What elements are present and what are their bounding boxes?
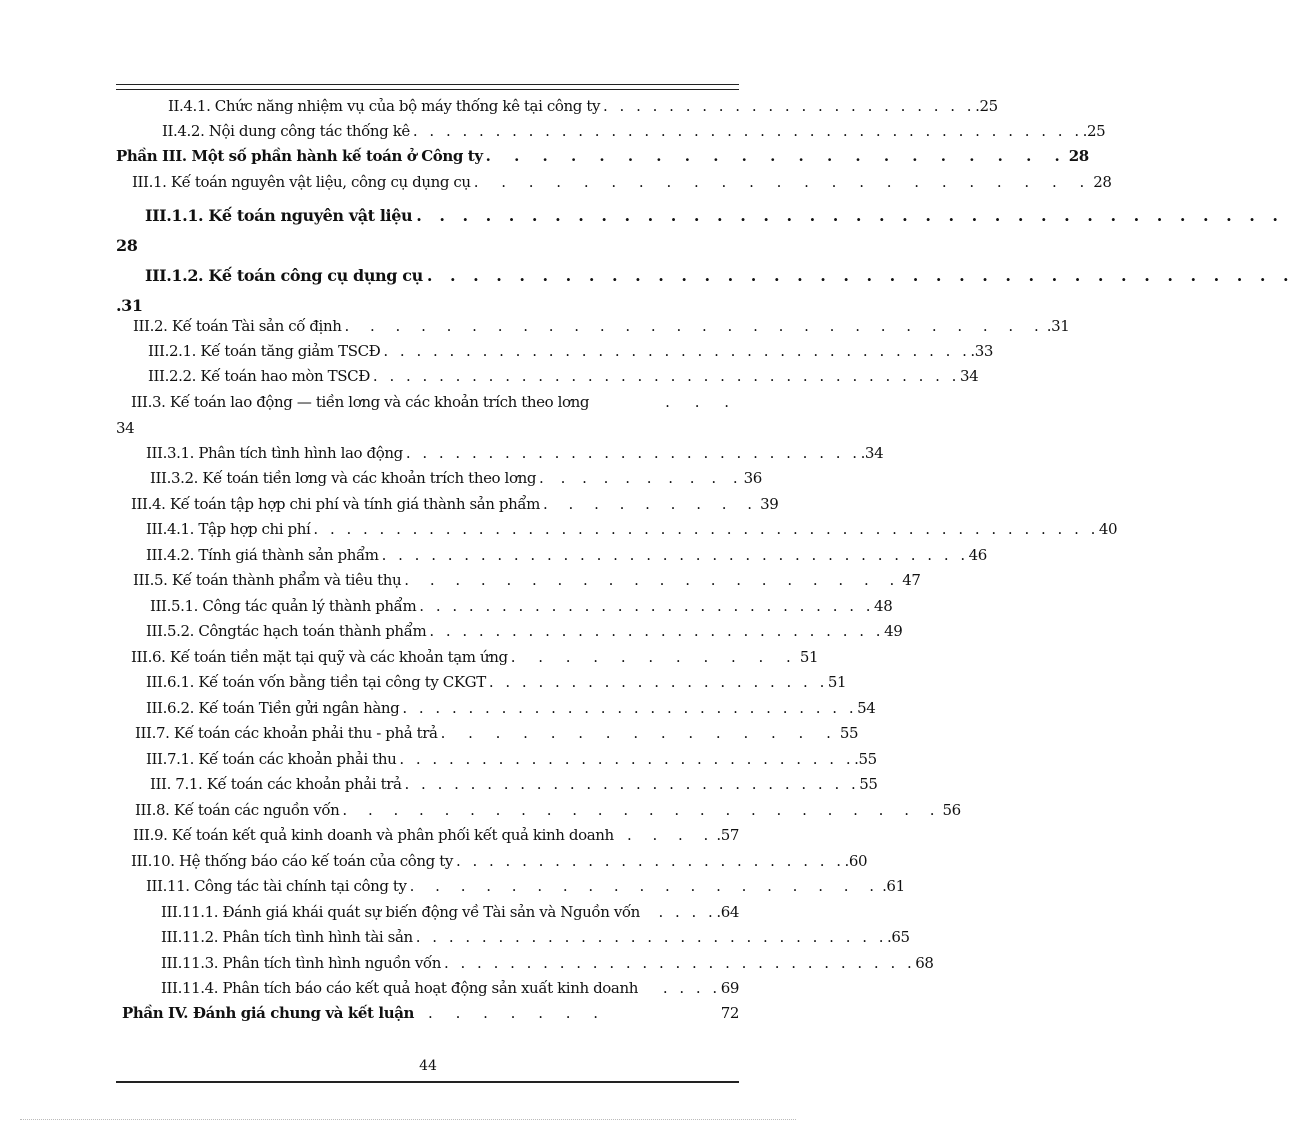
- toc-entry-page: 49: [884, 622, 903, 640]
- toc-leader: . . . . . . . . . . . . . . . . . . . . . . . . . . . .: [399, 750, 855, 768]
- toc-entry-part-4: [122, 1003, 739, 1023]
- toc-entry-3-7-1: [146, 749, 877, 769]
- toc-entry-page: .34: [860, 444, 884, 462]
- toc-entry-page: 55: [859, 775, 878, 793]
- toc-leader: . . . . . . . . . . . . . . . . . . . . .: [488, 673, 828, 691]
- toc-leader: . . .: [665, 393, 739, 411]
- toc-entry-page: 48: [874, 597, 893, 615]
- toc-entry-title: III.7.1. Kế toán các khoản phải thu: [146, 750, 397, 768]
- toc-entry-title: III.11.4. Phân tích báo cáo kết quả hoạt động sản xuất kinh doanh: [161, 979, 638, 997]
- toc-leader: . . . . . . . . . . . . . . . . . . . . . . . . . . . .: [402, 699, 858, 717]
- toc-entry-3-4-2: [146, 545, 987, 565]
- toc-entry-page: .31: [1046, 317, 1070, 335]
- toc-entry-title: III.5.2. Côngtác hạch toán thành phẩm: [146, 622, 427, 640]
- toc-leader: . . . . . . . . . . . . . . . . . . . . . . . . . . . .: [404, 775, 860, 793]
- page-edge-dotted-line: [20, 1119, 796, 1120]
- toc-entry-2-4-2: [162, 121, 1106, 141]
- toc-entry-title: III.10. Hệ thống báo cáo kế toán của công ty: [131, 852, 453, 870]
- toc-leader: . . . .: [662, 979, 721, 997]
- toc-entry-3-5-1: [150, 596, 893, 616]
- toc-entry-title: III.1.2. Kế toán công cụ dụng cụ: [145, 266, 423, 285]
- toc-entry-3-7-1b: [150, 774, 878, 794]
- toc-entry-page: .33: [970, 342, 994, 360]
- toc-leader: . . . . . . . . . . . . . . . . . . . . . . . . . . . . . . . . . . . .: [372, 367, 960, 385]
- toc-entry-3-2-2: [148, 366, 979, 386]
- toc-entry-title: Phần III. Một số phần hành kế toán ở Công ty: [116, 147, 483, 165]
- header-rule: [116, 84, 739, 90]
- toc-entry-3-4: [131, 494, 779, 514]
- toc-entry-title: III.6.1. Kế toán vốn bằng tiền tại công ty CKGT: [146, 673, 486, 691]
- toc-entry-page: 72: [720, 1004, 739, 1022]
- toc-entry-title: III.11.1. Đánh giá khái quát sự biến động về Tài sản và Nguồn vốn: [161, 903, 640, 921]
- toc-entry-page: 51: [827, 673, 847, 691]
- toc-leader: . . . . . . . . . . . . . . . . . . . . . . . . . . . . . . . . . . . . . . . . .: [412, 122, 1083, 140]
- toc-leader: . . . . . . . . . . . . . . . . . . . . . . . . . . . . . . . . . . . .: [383, 342, 971, 360]
- toc-entry-page: 34: [959, 367, 979, 385]
- toc-entry-page: .61: [882, 877, 905, 895]
- toc-entry-2-4-1: [168, 96, 998, 116]
- toc-leader: . . . . . . . . . . . . . . . . . . . . . . . . . . . . . . . . . . . .: [381, 546, 969, 564]
- toc-entry-3-3-1: [146, 443, 884, 463]
- toc-leader: . . . . . . . . . .: [539, 469, 744, 487]
- toc-entry-title: III.1. Kế toán nguyên vật liệu, công cụ dụng cụ: [132, 173, 471, 191]
- toc-leader: . . . . . . . . . . . . . . . . . . . . . . . . . . . . .: [415, 928, 888, 946]
- toc-entry-page: 69: [720, 979, 739, 997]
- toc-entry-3-6-1: [146, 672, 847, 692]
- toc-entry-title: III.3.1. Phân tích tình hình lao động: [146, 444, 403, 462]
- toc-entry-title: III.4.2. Tính giá thành sản phẩm: [146, 546, 379, 564]
- toc-entry-title: III.11.3. Phân tích tình hình nguồn vốn: [161, 954, 441, 972]
- toc-entry-page: .55: [854, 750, 877, 768]
- toc-entry-title: II.4.2. Nội dung công tác thống kê: [162, 122, 410, 140]
- toc-entry-3-8: [135, 800, 961, 820]
- toc-entry-page: .31: [116, 296, 143, 315]
- toc-entry-3-2: [133, 316, 1070, 336]
- toc-entry-3-5: [133, 570, 921, 590]
- toc-entry-title: Phần IV. Đánh giá chung và kết luận: [122, 1004, 415, 1022]
- toc-entry-page: 68: [915, 954, 934, 972]
- toc-entry-page: .65: [887, 928, 910, 946]
- toc-leader: . . . . . . . . . . . . . . . . . . . . . . . . . . . . . . . . . . . . . .: [426, 266, 1295, 285]
- toc-leader: . . . . . . . . . . . . . . . . . . . .: [404, 571, 903, 589]
- toc-entry-page: 47: [902, 571, 921, 589]
- toc-leader: . . . .: [658, 903, 717, 921]
- toc-entry-page: .60: [844, 852, 868, 870]
- toc-leader: . . . . . . . . . . . . . . . . . . . . . . . .: [455, 852, 845, 870]
- toc-entry-3-6-2: [146, 698, 876, 718]
- toc-entry-title: III.6. Kế toán tiền mặt tại quỹ và các khoản tạm ứng: [131, 648, 508, 666]
- toc-entry-page: 36: [743, 469, 762, 487]
- toc-entry-3-11-2: [161, 927, 910, 947]
- toc-entry-title: III.8. Kế toán các nguồn vốn: [135, 801, 340, 819]
- toc-entry-title: III.3. Kế toán lao động — tiền lơng và các khoản trích theo lơng: [131, 393, 590, 411]
- toc-entry-title: III.4.1. Tập hợp chi phí: [146, 520, 311, 538]
- toc-leader: . . . . . . . . . . . . . . . . . . . . .: [485, 147, 1069, 165]
- toc-entry-title: III.5. Kế toán thành phẩm và tiêu thụ: [133, 571, 402, 589]
- toc-entry-3-11: [146, 876, 905, 896]
- toc-leader: . . . .: [626, 826, 717, 844]
- toc-leader: . . . . . . . . . . . . . . . . . . . . . . . . . . . . .: [443, 954, 916, 972]
- toc-entry-3-2-1: [148, 341, 994, 361]
- toc-entry-page: 55: [839, 724, 859, 742]
- toc-entry-title: III.7. Kế toán các khoản phải thu - phả trả: [135, 724, 438, 742]
- toc-entry-3-4-1: [146, 519, 1118, 539]
- toc-entry-title: III.1.1. Kế toán nguyên vật liệu: [145, 206, 413, 225]
- toc-entry-title: III.6.2. Kế toán Tiền gửi ngân hàng: [146, 699, 400, 717]
- toc-entry-3-10: [131, 851, 868, 871]
- toc-leader: . . . . . . . . . . . . . . . . . . . . . . . . . . . . . . . . . . . . . . . . . . . . . . . .: [313, 520, 1099, 538]
- toc-entry-title: III.3.2. Kế toán tiền lơng và các khoản trích theo lơng: [150, 469, 537, 487]
- toc-leader: . . . . . . . . . . . . . . . . . . . . . . . . . . . . . . . . . . . . . .: [416, 206, 1284, 225]
- toc-leader: . . . . . . . . . . . . . . . . . . . . . . . . . . . .: [419, 597, 875, 615]
- toc-entry-3-6: [131, 647, 819, 667]
- toc-entry-3-5-2: [146, 621, 903, 641]
- toc-entry-page: 39: [760, 495, 779, 513]
- toc-entry-page: .25: [1082, 122, 1106, 140]
- toc-leader: . . . . . . . . . . . . . . .: [440, 724, 840, 742]
- toc-entry-3-3: [116, 392, 739, 438]
- toc-entry-3-1: [132, 172, 1112, 192]
- toc-leader: . . . . . . . . . . .: [510, 648, 800, 666]
- toc-entry-title: III.2.1. Kế toán tăng giảm TSCĐ: [148, 342, 381, 360]
- toc-entry-page: 28: [1068, 147, 1089, 165]
- toc-entry-3-11-1: [161, 902, 739, 922]
- footer-rule: [116, 1081, 739, 1083]
- toc-entry-3-3-2: [150, 468, 762, 488]
- toc-leader: . . . . . . . . . . . . . . . . . . . . . . . . . . . .: [405, 444, 861, 462]
- toc-entry-page: 54: [857, 699, 876, 717]
- toc-entry-page: 34: [116, 419, 135, 437]
- toc-entry-title: III.9. Kế toán kết quả kinh doanh và phân phối kết quả kinh doanh: [133, 826, 614, 844]
- toc-leader: . . . . . . .: [428, 1004, 608, 1022]
- toc-entry-page: 51: [799, 648, 819, 666]
- toc-entry-page: 46: [968, 546, 987, 564]
- toc-entry-title: III.11.2. Phân tích tình hình tài sản: [161, 928, 413, 946]
- toc-leader: . . . . . . . . . . . . . . . . . . . . . . . . . . . .: [344, 317, 1047, 335]
- toc-entry-3-7: [135, 723, 859, 743]
- toc-entry-title: III.2. Kế toán Tài sản cố định: [133, 317, 342, 335]
- toc-entry-title: II.4.1. Chức năng nhiệm vụ của bộ máy thống kê tại công ty: [168, 97, 601, 115]
- toc-entry-title: III.5.1. Công tác quản lý thành phẩm: [150, 597, 417, 615]
- toc-entry-3-1-1: [116, 206, 1284, 256]
- toc-entry-page: 28: [116, 236, 138, 255]
- toc-entry-page: .64: [716, 903, 739, 921]
- toc-leader: . . . . . . . . . . . . . . . . . . .: [409, 877, 883, 895]
- toc-entry-3-11-4: [161, 978, 739, 998]
- toc-entry-3-9: [133, 825, 739, 845]
- toc-leader: . . . . . . . . . . . . . . . . . . . . . . . .: [342, 801, 943, 819]
- toc-entry-page: 56: [942, 801, 961, 819]
- toc-entry-title: III.4. Kế toán tập hợp chi phí và tính giá thành sản phẩm: [131, 495, 540, 513]
- toc-leader: . . . . . . . . . . . . . . . . . . . . . . . . . . . .: [429, 622, 885, 640]
- page-number: 44: [419, 1058, 437, 1074]
- toc-entry-page: 40: [1098, 520, 1118, 538]
- toc-entry-title: III.11. Công tác tài chính tại công ty: [146, 877, 407, 895]
- toc-entry-part-3: [116, 146, 1089, 166]
- toc-entry-title: III.2.2. Kế toán hao mòn TSCĐ: [148, 367, 370, 385]
- toc-entry-page: 28: [1093, 173, 1112, 191]
- toc-entry-3-1-2: [116, 266, 1295, 316]
- toc-entry-page: .57: [716, 826, 739, 844]
- toc-entry-title: III. 7.1. Kế toán các khoản phải trả: [150, 775, 402, 793]
- toc-entry-page: .25: [975, 97, 998, 115]
- toc-leader: . . . . . . . . . . . . . . . . . . . . . . .: [473, 173, 1094, 191]
- toc-leader: . . . . . . . . .: [543, 495, 761, 513]
- toc-entry-3-11-3: [161, 953, 934, 973]
- toc-leader: . . . . . . . . . . . . . . . . . . . . . . .: [603, 97, 976, 115]
